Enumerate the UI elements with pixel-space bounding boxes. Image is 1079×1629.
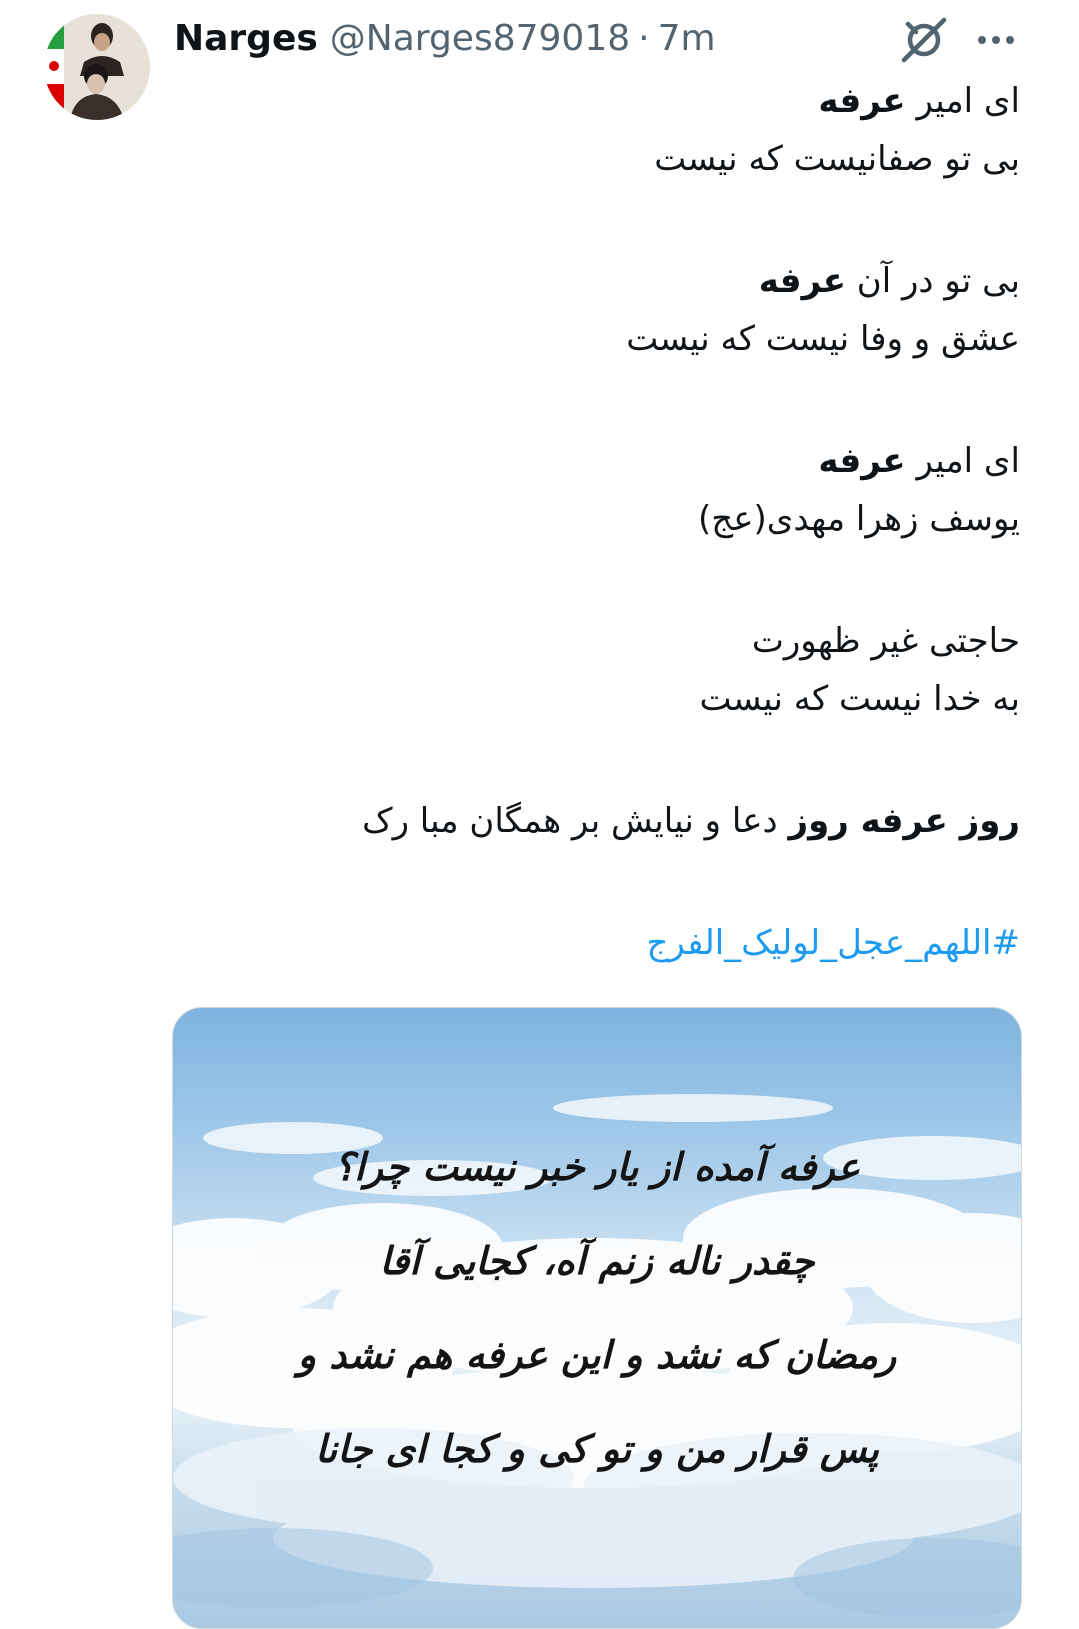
- poem-line-3: رمضان که نشد و این عرفه هم نشد و: [297, 1332, 897, 1377]
- avatar-image: [44, 14, 150, 120]
- poem-line-2: چقدر ناله زنم آه، کجایی آقا: [379, 1238, 815, 1283]
- bold-phrase: روز عرفه روز: [788, 801, 1020, 841]
- bold-word: عرفه: [818, 441, 906, 481]
- text-line-6: یوسف زهرا مهدی(عج): [698, 499, 1020, 539]
- tweet-text: [174, 72, 1020, 850]
- tweet-header: [174, 12, 716, 64]
- text-line-3: بی تو در آن عرفه: [758, 261, 1020, 301]
- tweet-media-image[interactable]: [172, 1007, 1022, 1629]
- text-line-9: روز عرفه روز دعا و نیایش بر همگان مبا رک: [362, 801, 1020, 841]
- hashtag-link[interactable]: #اللهم_عجل_لولیک_الفرج: [646, 923, 1020, 963]
- text-line-2: بی تو صفانیست که نیست: [654, 139, 1020, 179]
- media-poem: [173, 1120, 1021, 1496]
- header-separator: ·: [638, 17, 650, 59]
- poem-line-4: پس قرار من و تو کی و کجا ای جانا: [315, 1426, 879, 1471]
- text-line-1: ای امیر عرفه: [818, 81, 1020, 121]
- more-options-icon[interactable]: [972, 22, 1020, 58]
- text-line-4: عشق و وفا نیست که نیست: [626, 319, 1020, 359]
- poem-line-1: عرفه آمده از یار خبر نیست چرا؟: [333, 1144, 861, 1189]
- text-line-7: حاجتی غیر ظهورت: [751, 621, 1020, 661]
- bold-word: عرفه: [818, 81, 906, 121]
- text-line-5: ای امیر عرفه: [818, 441, 1020, 481]
- author-display-name[interactable]: Narges: [174, 17, 318, 59]
- tweet-timestamp[interactable]: 7m: [657, 17, 716, 59]
- text-line-8: به خدا نیست که نیست: [699, 679, 1020, 719]
- grok-icon[interactable]: [898, 14, 950, 66]
- bold-word: عرفه: [758, 261, 846, 301]
- author-handle[interactable]: @Narges879018: [329, 17, 631, 59]
- author-avatar[interactable]: [44, 14, 150, 120]
